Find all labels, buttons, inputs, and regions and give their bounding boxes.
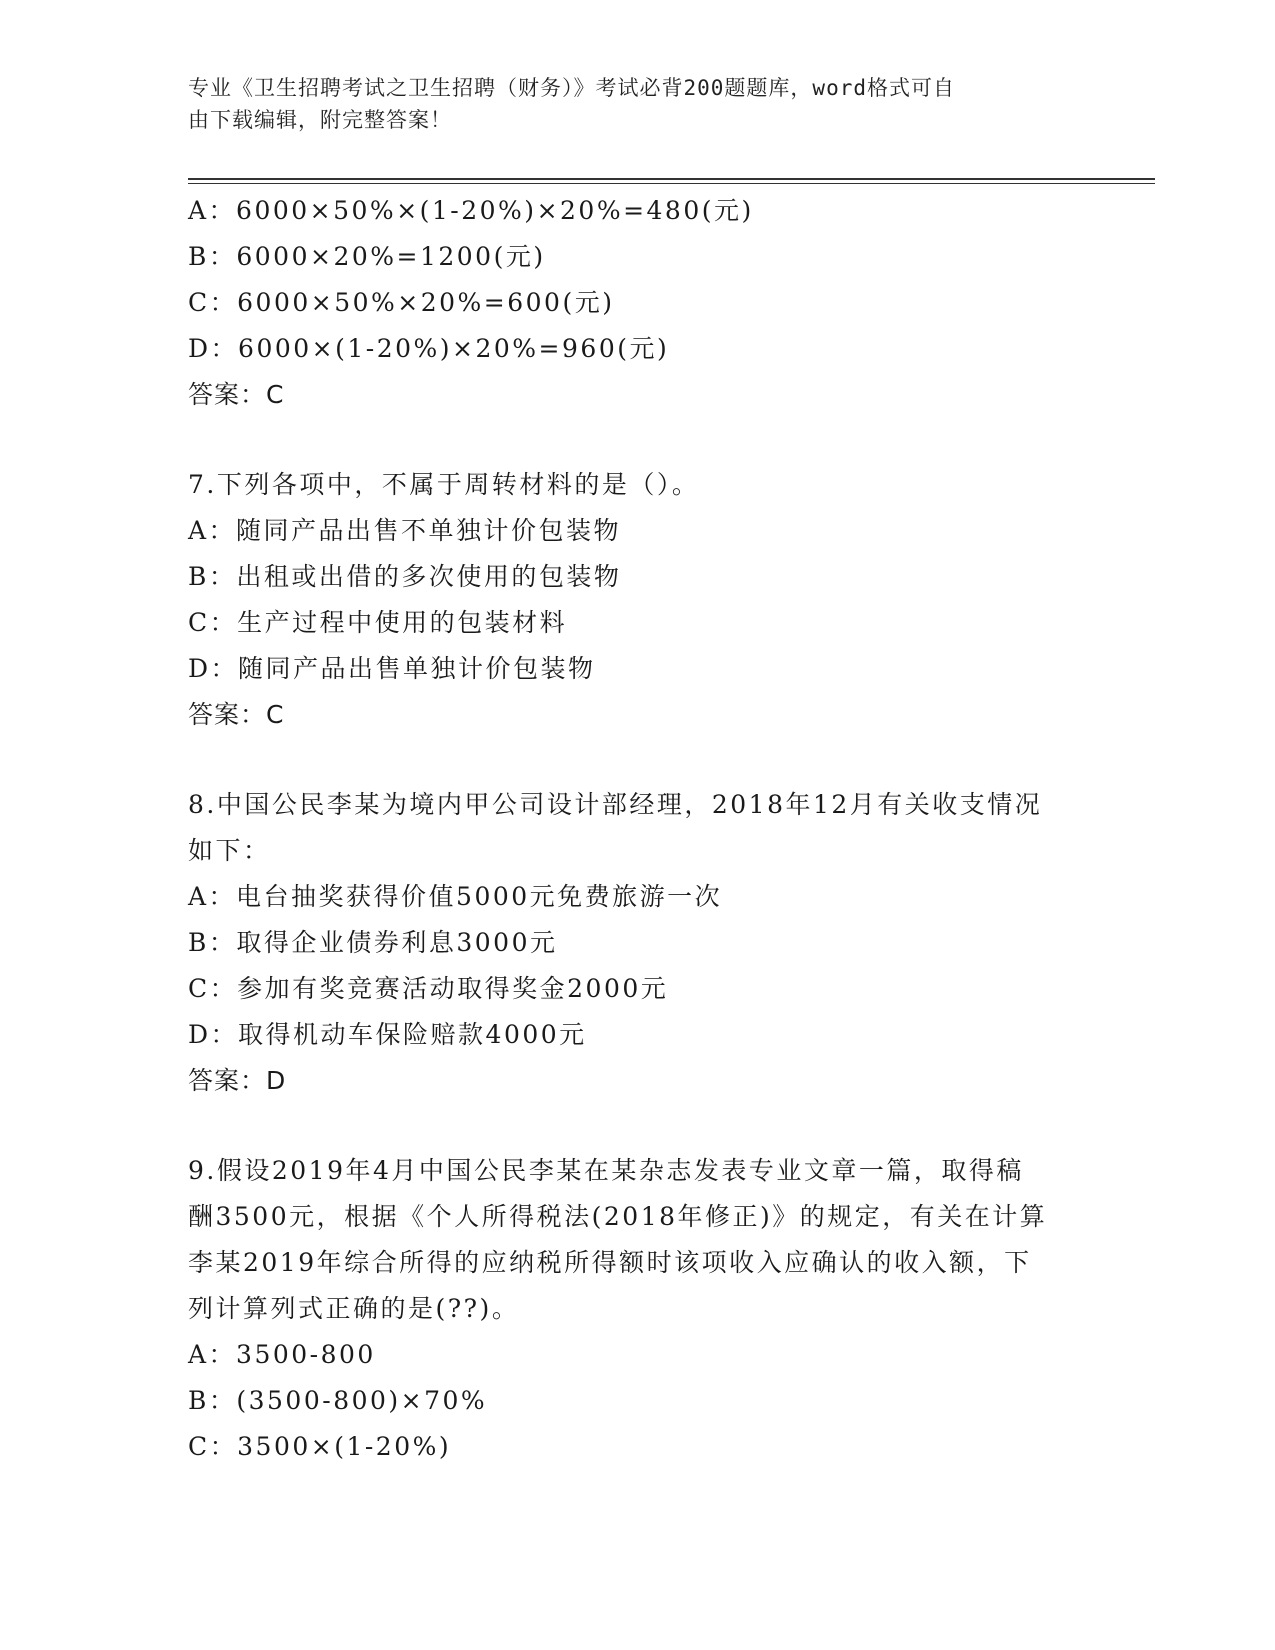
question-stem: 如下： [188, 836, 271, 865]
option-b: B：取得企业债券利息3000元 [188, 928, 558, 957]
option-a: A：6000×50%×(1-20%)×20%=480(元) [188, 196, 754, 225]
header-line-2: 由下载编辑，附完整答案！ [188, 108, 452, 132]
option-a: A：随同产品出售不单独计价包装物 [188, 516, 622, 545]
question-block-prev [188, 188, 1088, 418]
option-b: B：出租或出借的多次使用的包装物 [188, 562, 622, 591]
option-c: C：参加有奖竞赛活动取得奖金2000元 [188, 974, 669, 1003]
option-a: A：电台抽奖获得价值5000元免费旅游一次 [188, 882, 723, 911]
question-stem: 酬3500元，根据《个人所得税法(2018年修正)》的规定，有关在计算 [188, 1202, 1048, 1231]
question-stem: 7.下列各项中，不属于周转材料的是（）。 [188, 470, 700, 499]
document-header [188, 72, 1068, 136]
option-c: C：3500×(1-20%) [188, 1432, 452, 1461]
question-9 [188, 1148, 1088, 1470]
option-d: D：6000×(1-20%)×20%=960(元) [188, 334, 670, 363]
question-8 [188, 782, 1088, 1104]
answer: 答案：C [188, 380, 285, 409]
answer: 答案：D [188, 1066, 287, 1095]
option-d: D：随同产品出售单独计价包装物 [188, 654, 596, 683]
question-7 [188, 462, 1088, 738]
header-divider-thin [188, 183, 1155, 184]
question-content [188, 188, 1088, 1470]
answer: 答案：C [188, 700, 285, 729]
header-line-1: 专业《卫生招聘考试之卫生招聘（财务）》考试必背200题题库，word格式可自 [188, 76, 955, 100]
option-d: D：取得机动车保险赔款4000元 [188, 1020, 587, 1049]
question-stem: 8.中国公民李某为境内甲公司设计部经理，2018年12月有关收支情况 [188, 790, 1043, 819]
header-divider [188, 178, 1155, 180]
option-c: C：6000×50%×20%=600(元) [188, 288, 615, 317]
option-a: A：3500-800 [188, 1340, 376, 1369]
option-c: C：生产过程中使用的包装材料 [188, 608, 568, 637]
question-stem: 李某2019年综合所得的应纳税所得额时该项收入应确认的收入额，下 [188, 1248, 1032, 1277]
option-b: B：(3500-800)×70% [188, 1386, 488, 1415]
question-stem: 9.假设2019年4月中国公民李某在某杂志发表专业文章一篇，取得稿 [188, 1156, 1024, 1185]
question-stem: 列计算列式正确的是(??)。 [188, 1294, 520, 1323]
option-b: B：6000×20%=1200(元) [188, 242, 546, 271]
